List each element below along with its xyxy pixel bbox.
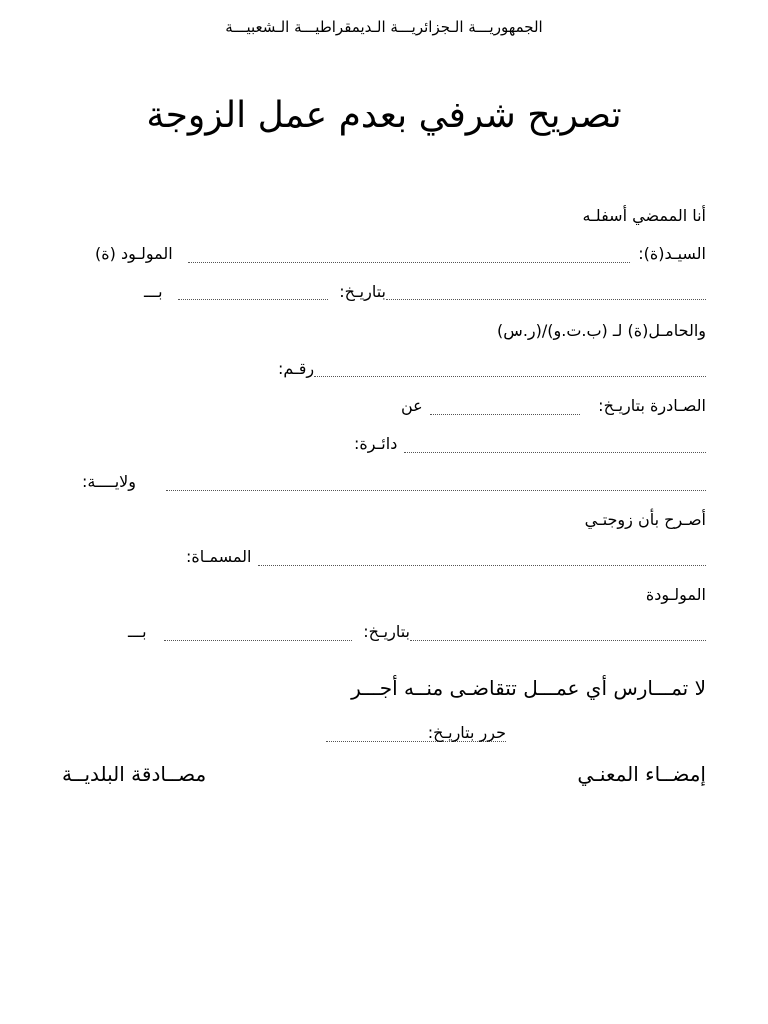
issued-by-label: عن bbox=[401, 396, 423, 415]
no-work-statement: لا تمـــارس أي عمـــل تتقاضـى منــه أجـــر bbox=[351, 676, 706, 700]
id-card-label: والحامـل(ة) لـ (ب.ت.و)/(ر.س) bbox=[497, 321, 706, 340]
daira-label: دائـرة: bbox=[354, 434, 398, 453]
wife-birth-place-label: بـــ bbox=[128, 622, 147, 641]
wife-name-label: المسمـاة: bbox=[186, 547, 252, 566]
birth-date-field[interactable] bbox=[178, 299, 328, 300]
id-number-label: رقـم: bbox=[278, 359, 315, 378]
birth-date-label: بتاريـخ: bbox=[339, 282, 386, 301]
wife-born-label: المولـودة bbox=[645, 585, 706, 604]
wilaya-field[interactable] bbox=[166, 490, 706, 491]
declare-wife-text: أصـرح بأن زوجتـي bbox=[584, 510, 706, 529]
republic-header: الجمهوريـــة الـجزائريـــة الـديمقراطيـــة الـشعبيـــة bbox=[225, 18, 543, 36]
sayed-dotted-field[interactable] bbox=[188, 262, 630, 263]
issue-date-label: الصـادرة بتاريـخ: bbox=[598, 396, 706, 415]
concerned-signature-label: إمضــاء المعنـي bbox=[577, 762, 706, 786]
id-number-field[interactable] bbox=[314, 376, 706, 377]
mawlood-label: المولـود (ة) bbox=[95, 244, 173, 263]
wife-birth-date-field[interactable] bbox=[164, 640, 352, 641]
birth-place-label: بـــ bbox=[144, 282, 163, 301]
written-date-label: حرر بتاريـخ: bbox=[427, 723, 506, 742]
daira-field[interactable] bbox=[404, 452, 706, 453]
document-title: تصريح شرفي بعدم عمل الزوجة bbox=[146, 95, 622, 136]
municipality-certification-label: مصــادقة البلديــة bbox=[62, 762, 207, 786]
wife-birth-dots-right[interactable] bbox=[410, 640, 706, 641]
wife-name-field[interactable] bbox=[258, 565, 706, 566]
wife-birth-date-label: بتاريـخ: bbox=[363, 622, 410, 641]
sayed-label: السيـد(ة): bbox=[638, 244, 706, 263]
intro-text: أنا الممضي أسفلـه bbox=[582, 206, 706, 225]
wilaya-label: ولايــــة: bbox=[82, 472, 137, 491]
birth-date-dots-right[interactable] bbox=[386, 299, 706, 300]
issue-date-field[interactable] bbox=[430, 414, 580, 415]
